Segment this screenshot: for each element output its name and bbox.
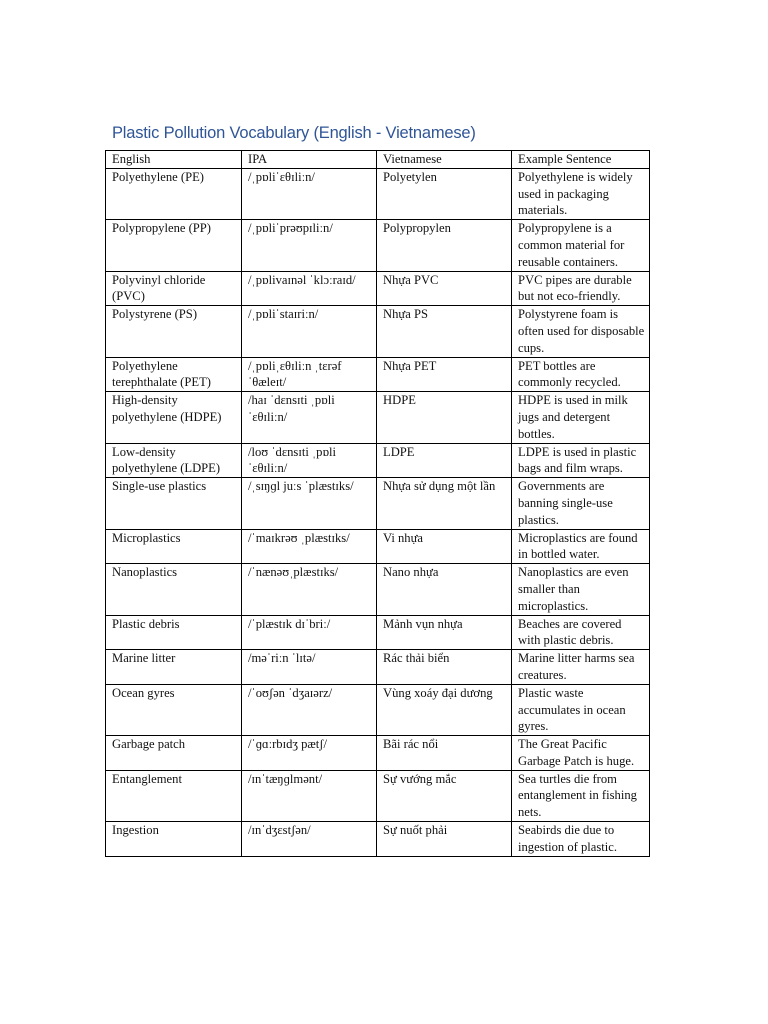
table-row xyxy=(106,736,650,771)
header-vietnamese: Vietnamese xyxy=(377,151,512,169)
cell-ipa: /ˈoʊʃən ˈdʒaɪərz/ xyxy=(242,684,377,735)
header-ipa: IPA xyxy=(242,151,377,169)
cell-vietnamese: Vi nhựa xyxy=(377,529,512,564)
table-row xyxy=(106,168,650,219)
cell-ipa: /ɪnˈtæŋɡlmənt/ xyxy=(242,770,377,821)
cell-english: Single-use plastics xyxy=(106,478,242,529)
cell-english: Ocean gyres xyxy=(106,684,242,735)
cell-vietnamese: Nhựa PVC xyxy=(377,271,512,306)
table-row xyxy=(106,770,650,821)
cell-vietnamese: Rác thải biển xyxy=(377,650,512,685)
table-row xyxy=(106,392,650,443)
cell-example-sentence: Seabirds die due to ingestion of plastic. xyxy=(512,822,650,857)
table-row xyxy=(106,478,650,529)
cell-example-sentence: LDPE is used in plastic bags and film wraps. xyxy=(512,443,650,478)
cell-example-sentence: Governments are banning single-use plastics. xyxy=(512,478,650,529)
cell-english: High-density polyethylene (HDPE) xyxy=(106,392,242,443)
cell-vietnamese: Vùng xoáy đại dương xyxy=(377,684,512,735)
cell-vietnamese: LDPE xyxy=(377,443,512,478)
vocabulary-table xyxy=(105,150,650,857)
cell-example-sentence: Sea turtles die from entanglement in fishing nets. xyxy=(512,770,650,821)
cell-english: Polyethylene terephthalate (PET) xyxy=(106,357,242,392)
cell-english: Marine litter xyxy=(106,650,242,685)
cell-example-sentence: PVC pipes are durable but not eco-friendly. xyxy=(512,271,650,306)
header-example-sentence: Example Sentence xyxy=(512,151,650,169)
cell-vietnamese: Bãi rác nổi xyxy=(377,736,512,771)
cell-vietnamese: Polyetylen xyxy=(377,168,512,219)
cell-example-sentence: Polystyrene foam is often used for disposable cups. xyxy=(512,306,650,357)
cell-example-sentence: Polypropylene is a common material for reusable containers. xyxy=(512,220,650,271)
cell-english: Nanoplastics xyxy=(106,564,242,615)
cell-ipa: /ˈɡɑːrbɪdʒ pætʃ/ xyxy=(242,736,377,771)
table-row xyxy=(106,220,650,271)
cell-ipa: /haɪ ˈdɛnsɪti ˌpɒli ˈɛθɪliːn/ xyxy=(242,392,377,443)
table-row xyxy=(106,615,650,650)
cell-vietnamese: Polypropylen xyxy=(377,220,512,271)
cell-example-sentence: Marine litter harms sea creatures. xyxy=(512,650,650,685)
cell-ipa: /ˌpɒliˈstaɪriːn/ xyxy=(242,306,377,357)
table-row xyxy=(106,650,650,685)
cell-example-sentence: Microplastics are found in bottled water. xyxy=(512,529,650,564)
cell-vietnamese: HDPE xyxy=(377,392,512,443)
cell-vietnamese: Nhựa PET xyxy=(377,357,512,392)
table-row xyxy=(106,443,650,478)
cell-english: Garbage patch xyxy=(106,736,242,771)
cell-vietnamese: Nhựa PS xyxy=(377,306,512,357)
cell-ipa: /ˈnænəʊˌplæstɪks/ xyxy=(242,564,377,615)
cell-vietnamese: Nano nhựa xyxy=(377,564,512,615)
cell-ipa: /məˈriːn ˈlɪtə/ xyxy=(242,650,377,685)
cell-vietnamese: Mảnh vụn nhựa xyxy=(377,615,512,650)
cell-english: Low-density polyethylene (LDPE) xyxy=(106,443,242,478)
table-row xyxy=(106,271,650,306)
cell-english: Polyethylene (PE) xyxy=(106,168,242,219)
cell-vietnamese: Sự nuốt phải xyxy=(377,822,512,857)
cell-example-sentence: Nanoplastics are even smaller than microplastics. xyxy=(512,564,650,615)
vocabulary-table-body xyxy=(106,151,650,857)
table-row xyxy=(106,529,650,564)
cell-ipa: /ˌpɒlivaɪnəl ˈklɔːraɪd/ xyxy=(242,271,377,306)
cell-vietnamese: Sự vướng mắc xyxy=(377,770,512,821)
table-row xyxy=(106,684,650,735)
cell-ipa: /ˌsɪŋɡl juːs ˈplæstɪks/ xyxy=(242,478,377,529)
table-header-row xyxy=(106,151,650,169)
cell-example-sentence: Polyethylene is widely used in packaging materials. xyxy=(512,168,650,219)
cell-example-sentence: Beaches are covered with plastic debris. xyxy=(512,615,650,650)
cell-ipa: /ˌpɒliˈprəʊpɪliːn/ xyxy=(242,220,377,271)
cell-ipa: /ˌpɒliˈɛθɪliːn/ xyxy=(242,168,377,219)
cell-english: Ingestion xyxy=(106,822,242,857)
cell-example-sentence: The Great Pacific Garbage Patch is huge. xyxy=(512,736,650,771)
cell-english: Plastic debris xyxy=(106,615,242,650)
cell-english: Entanglement xyxy=(106,770,242,821)
cell-ipa: /ˌpɒliˌɛθɪliːn ˌtɛrəf ˈθæleɪt/ xyxy=(242,357,377,392)
cell-ipa: /ˈmaɪkrəʊ ˌplæstɪks/ xyxy=(242,529,377,564)
cell-ipa: /loʊ ˈdɛnsɪti ˌpɒli ˈɛθɪliːn/ xyxy=(242,443,377,478)
table-row xyxy=(106,564,650,615)
document-title: Plastic Pollution Vocabulary (English - Vietnamese) xyxy=(112,124,476,142)
cell-english: Polyvinyl chloride (PVC) xyxy=(106,271,242,306)
header-english: English xyxy=(106,151,242,169)
cell-example-sentence: Plastic waste accumulates in ocean gyres. xyxy=(512,684,650,735)
cell-english: Polystyrene (PS) xyxy=(106,306,242,357)
cell-example-sentence: HDPE is used in milk jugs and detergent bottles. xyxy=(512,392,650,443)
cell-ipa: /ɪnˈdʒɛstʃən/ xyxy=(242,822,377,857)
cell-english: Polypropylene (PP) xyxy=(106,220,242,271)
cell-example-sentence: PET bottles are commonly recycled. xyxy=(512,357,650,392)
cell-ipa: /ˈplæstɪk dɪˈbriː/ xyxy=(242,615,377,650)
cell-english: Microplastics xyxy=(106,529,242,564)
table-row xyxy=(106,822,650,857)
table-row xyxy=(106,306,650,357)
table-row xyxy=(106,357,650,392)
cell-vietnamese: Nhựa sử dụng một lần xyxy=(377,478,512,529)
